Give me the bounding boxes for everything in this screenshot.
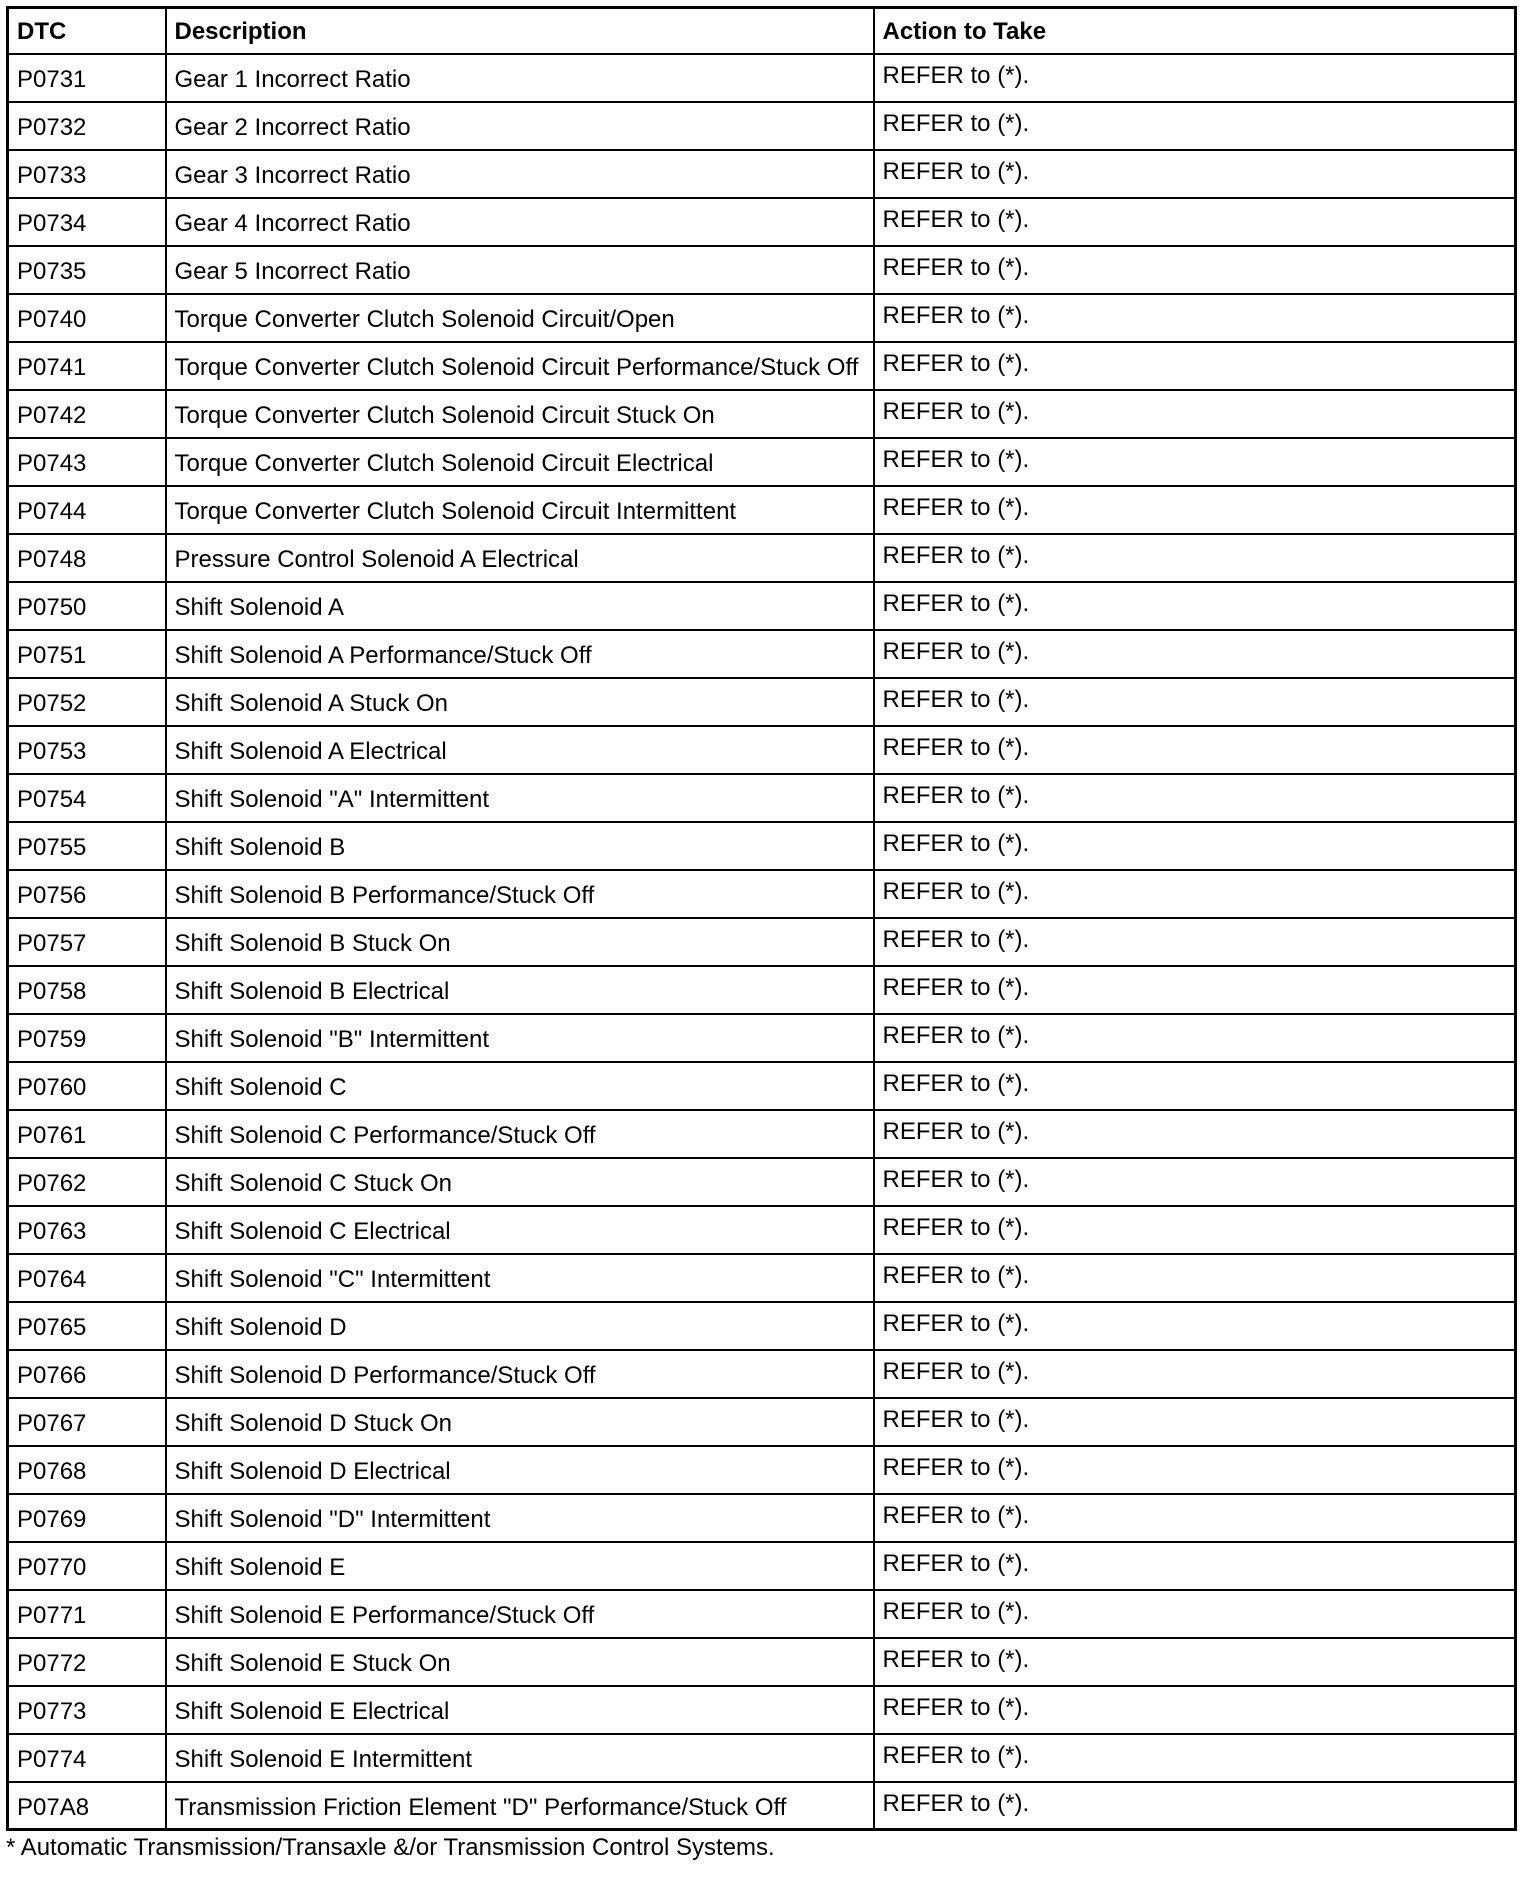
dtc-code-cell: P0765 — [8, 1302, 166, 1350]
description-cell: Torque Converter Clutch Solenoid Circuit Stuck On — [166, 390, 874, 438]
table-body — [8, 54, 1516, 1830]
action-cell: REFER to (*). — [874, 1398, 1516, 1446]
dtc-code-cell: P0766 — [8, 1350, 166, 1398]
table-row — [8, 918, 1516, 966]
description-cell: Shift Solenoid D Stuck On — [166, 1398, 874, 1446]
table-row — [8, 1782, 1516, 1830]
table-row — [8, 1014, 1516, 1062]
table-row — [8, 630, 1516, 678]
description-cell: Gear 5 Incorrect Ratio — [166, 246, 874, 294]
description-cell: Pressure Control Solenoid A Electrical — [166, 534, 874, 582]
dtc-code-cell: P0744 — [8, 486, 166, 534]
action-cell: REFER to (*). — [874, 1638, 1516, 1686]
dtc-code-cell: P0734 — [8, 198, 166, 246]
description-cell: Shift Solenoid C Performance/Stuck Off — [166, 1110, 874, 1158]
action-cell: REFER to (*). — [874, 822, 1516, 870]
action-cell: REFER to (*). — [874, 918, 1516, 966]
table-row — [8, 726, 1516, 774]
dtc-code-cell: P0772 — [8, 1638, 166, 1686]
description-cell: Shift Solenoid B Performance/Stuck Off — [166, 870, 874, 918]
table-row — [8, 774, 1516, 822]
description-cell: Torque Converter Clutch Solenoid Circuit Intermittent — [166, 486, 874, 534]
action-cell: REFER to (*). — [874, 1734, 1516, 1782]
header-description: Description — [166, 8, 874, 54]
description-cell: Shift Solenoid E — [166, 1542, 874, 1590]
action-cell: REFER to (*). — [874, 1494, 1516, 1542]
description-cell: Shift Solenoid C Stuck On — [166, 1158, 874, 1206]
dtc-code-cell: P0764 — [8, 1254, 166, 1302]
action-cell: REFER to (*). — [874, 1158, 1516, 1206]
table-row — [8, 1062, 1516, 1110]
description-cell: Shift Solenoid A Electrical — [166, 726, 874, 774]
table-row — [8, 1446, 1516, 1494]
description-cell: Shift Solenoid C Electrical — [166, 1206, 874, 1254]
dtc-code-cell: P0771 — [8, 1590, 166, 1638]
description-cell: Shift Solenoid D Electrical — [166, 1446, 874, 1494]
description-cell: Shift Solenoid E Stuck On — [166, 1638, 874, 1686]
dtc-code-cell: P0758 — [8, 966, 166, 1014]
dtc-code-cell: P0770 — [8, 1542, 166, 1590]
table-row — [8, 246, 1516, 294]
table-row — [8, 1350, 1516, 1398]
table-row — [8, 198, 1516, 246]
description-cell: Torque Converter Clutch Solenoid Circuit/Open — [166, 294, 874, 342]
action-cell: REFER to (*). — [874, 678, 1516, 726]
table-row — [8, 150, 1516, 198]
action-cell: REFER to (*). — [874, 1590, 1516, 1638]
description-cell: Shift Solenoid E Electrical — [166, 1686, 874, 1734]
action-cell: REFER to (*). — [874, 102, 1516, 150]
header-action: Action to Take — [874, 8, 1516, 54]
table-row — [8, 1542, 1516, 1590]
table-row — [8, 1638, 1516, 1686]
action-cell: REFER to (*). — [874, 966, 1516, 1014]
action-cell: REFER to (*). — [874, 1062, 1516, 1110]
dtc-code-cell: P0742 — [8, 390, 166, 438]
description-cell: Torque Converter Clutch Solenoid Circuit Electrical — [166, 438, 874, 486]
dtc-code-cell: P0743 — [8, 438, 166, 486]
table-row — [8, 1590, 1516, 1638]
table-row — [8, 1494, 1516, 1542]
dtc-code-cell: P07A8 — [8, 1782, 166, 1830]
description-cell: Shift Solenoid A — [166, 582, 874, 630]
description-cell: Shift Solenoid A Performance/Stuck Off — [166, 630, 874, 678]
action-cell: REFER to (*). — [874, 582, 1516, 630]
action-cell: REFER to (*). — [874, 438, 1516, 486]
description-cell: Shift Solenoid B Electrical — [166, 966, 874, 1014]
dtc-code-cell: P0733 — [8, 150, 166, 198]
description-cell: Gear 4 Incorrect Ratio — [166, 198, 874, 246]
action-cell: REFER to (*). — [874, 486, 1516, 534]
table-row — [8, 534, 1516, 582]
table-row — [8, 822, 1516, 870]
footnote: * Automatic Transmission/Transaxle &/or Transmission Control Systems. — [6, 1834, 775, 1861]
table-row — [8, 390, 1516, 438]
action-cell: REFER to (*). — [874, 534, 1516, 582]
dtc-code-cell: P0748 — [8, 534, 166, 582]
action-cell: REFER to (*). — [874, 1446, 1516, 1494]
dtc-code-cell: P0753 — [8, 726, 166, 774]
document — [6, 6, 1514, 1863]
dtc-code-cell: P0761 — [8, 1110, 166, 1158]
action-cell: REFER to (*). — [874, 630, 1516, 678]
table-row — [8, 294, 1516, 342]
table-row — [8, 438, 1516, 486]
action-cell: REFER to (*). — [874, 1542, 1516, 1590]
description-cell: Shift Solenoid E Intermittent — [166, 1734, 874, 1782]
action-cell: REFER to (*). — [874, 870, 1516, 918]
description-cell: Shift Solenoid "C" Intermittent — [166, 1254, 874, 1302]
action-cell: REFER to (*). — [874, 150, 1516, 198]
table-row — [8, 486, 1516, 534]
dtc-code-cell: P0763 — [8, 1206, 166, 1254]
action-cell: REFER to (*). — [874, 774, 1516, 822]
dtc-code-cell: P0767 — [8, 1398, 166, 1446]
description-cell: Shift Solenoid "D" Intermittent — [166, 1494, 874, 1542]
table-row — [8, 1110, 1516, 1158]
description-cell: Shift Solenoid "B" Intermittent — [166, 1014, 874, 1062]
dtc-code-cell: P0769 — [8, 1494, 166, 1542]
dtc-code-cell: P0741 — [8, 342, 166, 390]
action-cell: REFER to (*). — [874, 246, 1516, 294]
table-row — [8, 966, 1516, 1014]
description-cell: Shift Solenoid B Stuck On — [166, 918, 874, 966]
dtc-code-cell: P0755 — [8, 822, 166, 870]
dtc-code-cell: P0732 — [8, 102, 166, 150]
action-cell: REFER to (*). — [874, 54, 1516, 102]
dtc-code-cell: P0757 — [8, 918, 166, 966]
action-cell: REFER to (*). — [874, 726, 1516, 774]
dtc-code-cell: P0751 — [8, 630, 166, 678]
table-row — [8, 1686, 1516, 1734]
table-row — [8, 1158, 1516, 1206]
dtc-code-cell: P0740 — [8, 294, 166, 342]
action-cell: REFER to (*). — [874, 1686, 1516, 1734]
table-row — [8, 1302, 1516, 1350]
action-cell: REFER to (*). — [874, 1110, 1516, 1158]
dtc-code-cell: P0762 — [8, 1158, 166, 1206]
dtc-code-cell: P0752 — [8, 678, 166, 726]
description-cell: Shift Solenoid D — [166, 1302, 874, 1350]
table-row — [8, 1734, 1516, 1782]
table-row — [8, 102, 1516, 150]
dtc-table — [6, 6, 1517, 1831]
dtc-code-cell: P0754 — [8, 774, 166, 822]
dtc-code-cell: P0731 — [8, 54, 166, 102]
action-cell: REFER to (*). — [874, 390, 1516, 438]
table-row — [8, 582, 1516, 630]
action-cell: REFER to (*). — [874, 1206, 1516, 1254]
table-row — [8, 342, 1516, 390]
table-row — [8, 1206, 1516, 1254]
action-cell: REFER to (*). — [874, 294, 1516, 342]
dtc-code-cell: P0756 — [8, 870, 166, 918]
description-cell: Gear 1 Incorrect Ratio — [166, 54, 874, 102]
description-cell: Torque Converter Clutch Solenoid Circuit Performance/Stuck Off — [166, 342, 874, 390]
table-row — [8, 1398, 1516, 1446]
description-cell: Shift Solenoid E Performance/Stuck Off — [166, 1590, 874, 1638]
action-cell: REFER to (*). — [874, 1302, 1516, 1350]
description-cell: Gear 3 Incorrect Ratio — [166, 150, 874, 198]
description-cell: Shift Solenoid D Performance/Stuck Off — [166, 1350, 874, 1398]
table-header-row — [8, 8, 1516, 54]
header-dtc: DTC — [8, 8, 166, 54]
description-cell: Transmission Friction Element "D" Performance/Stuck Off — [166, 1782, 874, 1830]
description-cell: Shift Solenoid "A" Intermittent — [166, 774, 874, 822]
action-cell: REFER to (*). — [874, 1254, 1516, 1302]
dtc-code-cell: P0774 — [8, 1734, 166, 1782]
table-row — [8, 1254, 1516, 1302]
action-cell: REFER to (*). — [874, 342, 1516, 390]
description-cell: Shift Solenoid C — [166, 1062, 874, 1110]
action-cell: REFER to (*). — [874, 1782, 1516, 1830]
description-cell: Shift Solenoid B — [166, 822, 874, 870]
table-row — [8, 678, 1516, 726]
action-cell: REFER to (*). — [874, 198, 1516, 246]
table-row — [8, 870, 1516, 918]
dtc-code-cell: P0750 — [8, 582, 166, 630]
action-cell: REFER to (*). — [874, 1350, 1516, 1398]
action-cell: REFER to (*). — [874, 1014, 1516, 1062]
description-cell: Shift Solenoid A Stuck On — [166, 678, 874, 726]
dtc-code-cell: P0768 — [8, 1446, 166, 1494]
dtc-code-cell: P0759 — [8, 1014, 166, 1062]
table-row — [8, 54, 1516, 102]
dtc-code-cell: P0735 — [8, 246, 166, 294]
dtc-code-cell: P0773 — [8, 1686, 166, 1734]
dtc-code-cell: P0760 — [8, 1062, 166, 1110]
description-cell: Gear 2 Incorrect Ratio — [166, 102, 874, 150]
